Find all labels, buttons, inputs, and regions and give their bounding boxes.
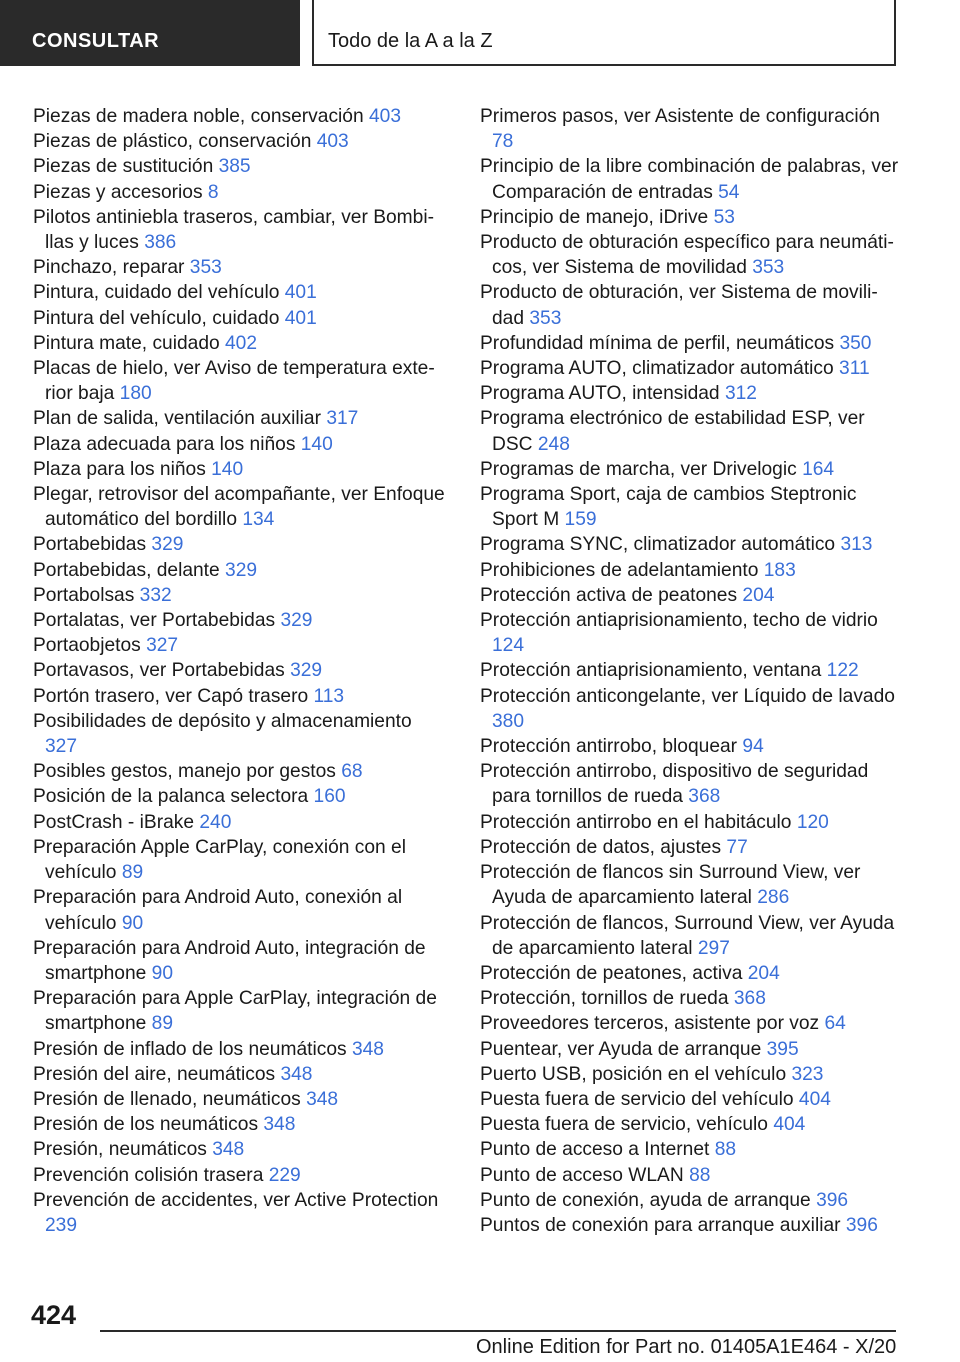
page-reference-link[interactable]: 327 [146, 635, 179, 657]
index-entry [33, 835, 448, 885]
page-reference-link[interactable]: 401 [284, 282, 317, 304]
page-reference-link[interactable]: 353 [529, 307, 562, 329]
page-reference-link[interactable]: 134 [242, 509, 275, 531]
index-entry [480, 1037, 900, 1062]
index-entry [33, 331, 448, 356]
index-entry [33, 255, 448, 280]
index-term: Presión de llenado, neumáticos [33, 1088, 301, 1110]
index-column-left [33, 104, 448, 1238]
index-entry [480, 356, 900, 381]
index-entry [33, 280, 448, 305]
index-term: Piezas y accesorios [33, 181, 203, 203]
index-term: Portabebidas [33, 534, 147, 556]
index-term: Protección activa de peatones [480, 584, 738, 606]
index-term: Preparación para Apple CarPlay, integración de smartphone [33, 988, 437, 1035]
index-entry [480, 331, 900, 356]
index-term: Principio de manejo, iDrive [480, 206, 709, 228]
index-entry [33, 129, 448, 154]
index-term: Portavasos, ver Portabebidas [33, 660, 285, 682]
page-reference-link[interactable]: 395 [766, 1038, 799, 1060]
index-term: Prevención de accidentes, ver Active Protection [33, 1189, 439, 1211]
index-term: Pinchazo, reparar [33, 257, 185, 279]
index-term: PostCrash - iBrake [33, 811, 195, 833]
footer-divider [100, 1330, 896, 1332]
index-term: Protección de flancos sin Surround View, ver Ayuda de aparcamiento lateral [480, 862, 861, 909]
page-reference-link[interactable]: 353 [189, 257, 222, 279]
index-term: Protección antirrobo, dispositivo de seguridad para tornillos de rueda [480, 761, 869, 808]
index-term: Preparación para Android Auto, integración de smartphone [33, 937, 426, 984]
index-term: Pintura, cuidado del vehículo [33, 282, 280, 304]
index-term: Presión de los neumáticos [33, 1114, 259, 1136]
index-entry [480, 205, 900, 230]
index-term: Plaza para los niños [33, 458, 206, 480]
index-term: Protección de peatones, activa [480, 962, 743, 984]
index-entry [33, 482, 448, 532]
index-term: Preparación Apple CarPlay, conexión con el vehículo [33, 836, 406, 884]
index-entry [480, 810, 900, 835]
index-entry [33, 1062, 448, 1087]
index-term: Pilotos antiniebla traseros, cambiar, ver Bombillas y luces [33, 206, 434, 254]
page-header [0, 0, 960, 66]
index-term: Protección antirrobo, bloquear [480, 736, 738, 758]
index-term: Protección de flancos, Surround View, ver Ayuda de aparcamiento lateral [480, 912, 895, 959]
index-term: Primeros pasos, ver Asistente de configuración [480, 106, 880, 127]
page-reference-link[interactable]: 122 [826, 660, 859, 682]
index-entry [480, 1112, 900, 1137]
index-entry [480, 532, 900, 557]
page-reference-link[interactable]: 368 [688, 786, 721, 808]
index-entry [480, 1011, 900, 1036]
index-term: Portón trasero, ver Capó trasero [33, 685, 309, 707]
page-reference-link[interactable]: 380 [492, 710, 525, 732]
index-term: Pintura mate, cuidado [33, 332, 220, 354]
index-entry [480, 482, 900, 532]
index-entry [33, 936, 448, 986]
index-term: Portalatas, ver Portabebidas [33, 610, 276, 632]
index-entry [33, 406, 448, 431]
page-reference-link[interactable]: 329 [225, 559, 258, 581]
index-entry [33, 1137, 448, 1162]
index-term: Piezas de sustitución [33, 156, 214, 178]
index-column-right [480, 104, 900, 1238]
page-reference-link[interactable]: 313 [840, 534, 873, 556]
page-reference-link[interactable]: 348 [212, 1139, 245, 1161]
index-entry [33, 986, 448, 1036]
index-term: Pintura del vehículo, cuidado [33, 307, 280, 329]
page-reference-link[interactable]: 348 [306, 1088, 339, 1110]
index-entry [33, 684, 448, 709]
page-reference-link[interactable]: 396 [845, 1214, 878, 1236]
index-entry [480, 684, 900, 734]
index-entry [33, 180, 448, 205]
page-reference-link[interactable]: 164 [802, 458, 835, 480]
index-entry [480, 230, 900, 280]
page-reference-link[interactable]: 402 [225, 332, 258, 354]
page-reference-link[interactable]: 90 [121, 912, 144, 934]
index-term: Portabebidas, delante [33, 559, 220, 581]
index-term: Preparación para Android Auto, conexión al vehículo [33, 887, 403, 934]
index-term: Presión del aire, neumáticos [33, 1063, 276, 1085]
page-reference-link[interactable]: 78 [492, 131, 514, 153]
index-entry [33, 432, 448, 457]
page-reference-link[interactable]: 385 [218, 156, 251, 178]
page-reference-link[interactable]: 286 [757, 887, 790, 909]
index-entry [33, 104, 448, 129]
page-reference-link[interactable]: 348 [263, 1114, 296, 1136]
index-term: Programa electrónico de estabilidad ESP, ver DSC [480, 408, 865, 455]
index-entry [33, 356, 448, 406]
index-entry [480, 860, 900, 910]
index-entry [480, 1188, 900, 1213]
index-entry [33, 205, 448, 255]
page-reference-link[interactable]: 312 [724, 383, 757, 405]
index-entry [480, 986, 900, 1011]
page-reference-link[interactable]: 160 [313, 786, 346, 808]
index-term: Plaza adecuada para los niños [33, 433, 296, 455]
page-reference-link[interactable]: 239 [45, 1214, 78, 1236]
page-reference-link[interactable]: 88 [714, 1139, 737, 1161]
page-reference-link[interactable]: 94 [742, 736, 764, 758]
page-reference-link[interactable]: 329 [280, 610, 313, 632]
index-term: Principio de la libre combinación de palabras, ver Comparación de entradas [480, 156, 899, 203]
page-reference-link[interactable]: 204 [747, 962, 780, 984]
index-term: Protección antirrobo en el habitáculo [480, 811, 792, 833]
index-term: Profundidad mínima de perfil, neumáticos [480, 332, 835, 354]
page-reference-link[interactable]: 140 [300, 433, 333, 455]
index-entry [480, 104, 900, 154]
index-entry [480, 608, 900, 658]
page-reference-link[interactable]: 88 [689, 1164, 711, 1186]
edition-note: Online Edition for Part no. 01405A1E464 - X/20 [476, 1336, 897, 1358]
index-entry [480, 1163, 900, 1188]
page-reference-link[interactable]: 348 [280, 1063, 313, 1085]
page-reference-link[interactable]: 404 [798, 1088, 831, 1110]
index-entry [480, 1087, 900, 1112]
index-term: Producto de obturación, ver Sistema de movilidad [480, 282, 878, 329]
index-term: Protección antiaprisionamiento, techo de vidrio [480, 610, 878, 632]
page-reference-link[interactable]: 386 [144, 232, 177, 254]
index-entry [33, 1163, 448, 1188]
index-term: Programa Sport, caja de cambios Steptronic Sport M [480, 484, 857, 531]
page-reference-link[interactable]: 124 [492, 635, 525, 657]
index-term: Punto de conexión, ayuda de arranque [480, 1189, 811, 1211]
index-entry [33, 885, 448, 935]
page-reference-link[interactable]: 8 [207, 181, 219, 203]
page-reference-link[interactable]: 350 [839, 332, 872, 354]
page-reference-link[interactable]: 180 [119, 383, 152, 405]
index-entry [480, 154, 900, 204]
page-reference-link[interactable]: 204 [742, 584, 775, 606]
index-term: Programa SYNC, climatizador automático [480, 534, 836, 556]
page-reference-link[interactable]: 323 [791, 1063, 824, 1085]
index-term: Portabolsas [33, 584, 135, 606]
chapter-title: Todo de la A a la Z [312, 0, 896, 66]
page-reference-link[interactable]: 327 [45, 736, 78, 758]
page-reference-link[interactable]: 317 [326, 408, 359, 430]
index-term: Producto de obturación específico para neumáticos, ver Sistema de movilidad [480, 232, 894, 279]
page-reference-link[interactable]: 89 [151, 1013, 174, 1035]
index-entry [33, 1112, 448, 1137]
index-entry [33, 608, 448, 633]
index-term: Posibilidades de depósito y almacenamiento [33, 710, 412, 732]
index-term: Protección de datos, ajustes [480, 836, 722, 858]
index-term: Plan de salida, ventilación auxiliar [33, 408, 321, 430]
page-reference-link[interactable]: 229 [268, 1164, 301, 1186]
index-entry [33, 532, 448, 557]
index-term: Plegar, retrovisor del acompañante, ver Enfoque automático del bordillo [33, 484, 445, 531]
page-reference-link[interactable]: 404 [773, 1114, 806, 1136]
section-tab: CONSULTAR [0, 0, 300, 66]
index-term: Punto de acceso WLAN [480, 1164, 684, 1186]
index-term: Placas de hielo, ver Aviso de temperatura exterior baja [33, 358, 435, 405]
index-entry [480, 835, 900, 860]
index-entry [480, 911, 900, 961]
page-number: 424 [31, 1300, 77, 1330]
index-term: Puentear, ver Ayuda de arranque [480, 1038, 762, 1060]
page-reference-link[interactable]: 401 [284, 307, 317, 329]
index-entry [33, 633, 448, 658]
index-entry [480, 558, 900, 583]
index-entry [480, 1137, 900, 1162]
page-reference-link[interactable]: 297 [697, 937, 730, 959]
index-term: Protección anticongelante, ver Líquido de lavado [480, 685, 895, 707]
page-reference-link[interactable]: 53 [713, 206, 735, 228]
page-reference-link[interactable]: 403 [369, 106, 402, 127]
index-term: Proveedores terceros, asistente por voz [480, 1013, 820, 1035]
index-entry [480, 381, 900, 406]
index-entry [480, 583, 900, 608]
index-term: Portaobjetos [33, 635, 141, 657]
index-entry [33, 457, 448, 482]
index-entry [480, 457, 900, 482]
index-term: Puntos de conexión para arranque auxiliar [480, 1214, 841, 1236]
page-reference-link[interactable]: 329 [151, 534, 184, 556]
index-entry [33, 759, 448, 784]
index-entry [480, 658, 900, 683]
index-term: Posición de la palanca selectora [33, 786, 309, 808]
index-entry [480, 759, 900, 809]
index-term: Programa AUTO, climatizador automático [480, 358, 834, 380]
index-entry [480, 1213, 900, 1238]
page-reference-link[interactable]: 113 [313, 685, 345, 707]
page-reference-link[interactable]: 140 [211, 458, 244, 480]
page-reference-link[interactable]: 183 [763, 559, 796, 581]
page-reference-link[interactable]: 396 [816, 1189, 849, 1211]
index-entry [480, 406, 900, 456]
index-entry [480, 280, 900, 330]
page-reference-link[interactable]: 332 [139, 584, 172, 606]
index-entry [33, 154, 448, 179]
page-reference-link[interactable]: 68 [341, 761, 363, 783]
page-reference-link[interactable]: 77 [726, 836, 748, 858]
index-entry [480, 1062, 900, 1087]
page-reference-link[interactable]: 368 [733, 988, 766, 1010]
index-term: Piezas de plástico, conservación [33, 131, 312, 153]
index-entry [33, 1087, 448, 1112]
page-reference-link[interactable]: 353 [752, 257, 785, 279]
page-reference-link[interactable]: 311 [839, 358, 870, 380]
index-entry [33, 709, 448, 759]
index-entry [33, 583, 448, 608]
index-term: Programa AUTO, intensidad [480, 383, 720, 405]
page-reference-link[interactable]: 54 [718, 181, 740, 203]
index-entry [33, 810, 448, 835]
index-term: Puesta fuera de servicio, vehículo [480, 1114, 768, 1136]
index-entry [33, 558, 448, 583]
index-term: Puesta fuera de servicio del vehículo [480, 1088, 794, 1110]
page-reference-link[interactable]: 329 [290, 660, 323, 682]
index-term: Protección antiaprisionamiento, ventana [480, 660, 822, 682]
page-reference-link[interactable]: 120 [796, 811, 829, 833]
index-term: Prevención colisión trasera [33, 1164, 264, 1186]
index-term: Puerto USB, posición en el vehículo [480, 1063, 787, 1085]
page-reference-link[interactable]: 64 [824, 1013, 846, 1035]
page-reference-link[interactable]: 159 [564, 509, 597, 531]
index-term: Programas de marcha, ver Drivelogic [480, 458, 797, 480]
index-entry [33, 1037, 448, 1062]
index-entry [33, 658, 448, 683]
page-reference-link[interactable]: 403 [316, 131, 349, 153]
page-reference-link[interactable]: 348 [351, 1038, 384, 1060]
index-term: Piezas de madera noble, conservación [33, 106, 364, 127]
page-reference-link[interactable]: 248 [537, 433, 570, 455]
index-term: Prohibiciones de adelantamiento [480, 559, 759, 581]
index-entry [480, 961, 900, 986]
page-reference-link[interactable]: 240 [199, 811, 232, 833]
index-term: Protección, tornillos de rueda [480, 988, 729, 1010]
index-term: Presión, neumáticos [33, 1139, 207, 1161]
index-entry [480, 734, 900, 759]
index-entry [33, 306, 448, 331]
index-term: Presión de inflado de los neumáticos [33, 1038, 347, 1060]
index-entry [33, 1188, 448, 1238]
index-term: Punto de acceso a Internet [480, 1139, 710, 1161]
page-reference-link[interactable]: 89 [121, 862, 144, 884]
index-term: Posibles gestos, manejo por gestos [33, 761, 336, 783]
index-entry [33, 784, 448, 809]
page-reference-link[interactable]: 90 [151, 962, 174, 984]
